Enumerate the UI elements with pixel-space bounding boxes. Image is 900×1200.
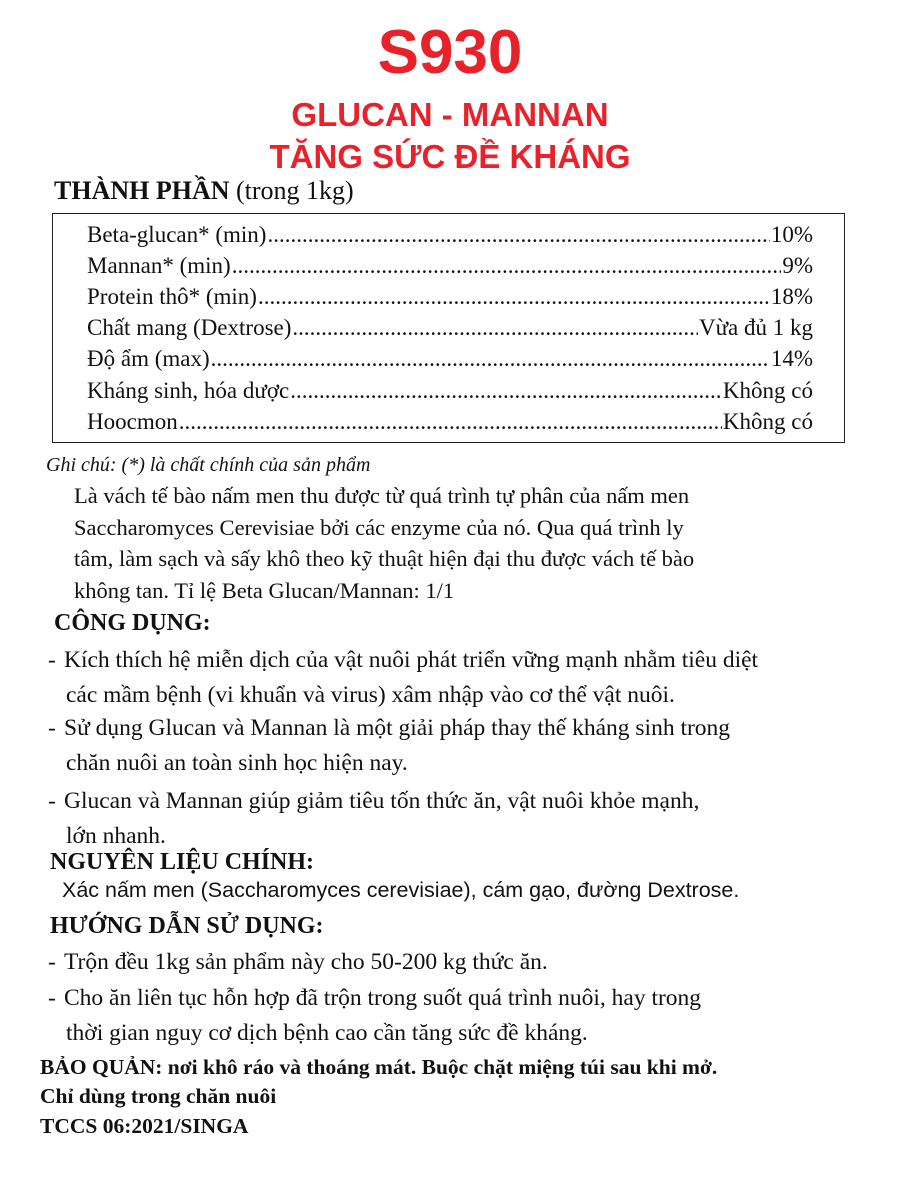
leader-dots [290,378,722,404]
composition-title-bold: THÀNH PHẦN [54,176,230,205]
composition-name: Độ ẩm (max) [87,346,210,371]
composition-row [87,378,813,410]
composition-row [87,253,813,285]
instructions-item [48,945,868,980]
composition-name: Kháng sinh, hóa dược [87,378,290,403]
storage-instructions: BẢO QUẢN: nơi khô ráo và thoáng mát. Buộc chặt miệng túi sau khi mở. [40,1055,718,1079]
product-subtitle-2: TĂNG SỨC ĐỀ KHÁNG [269,138,631,175]
composition-title [54,176,354,206]
uses-item [48,643,868,713]
uses-item [48,711,868,781]
composition-row [87,346,813,378]
bullet-dash: - [48,949,56,975]
uses-item-line: Sử dụng Glucan và Mannan là một giải pháp thay thế kháng sinh trong [64,715,731,741]
instructions-item [48,981,868,1051]
composition-title-rest: (trong 1kg) [229,176,354,205]
composition-value: Không có [722,409,813,434]
leader-dots [267,222,769,248]
product-code: S930 [377,18,523,87]
product-subtitle-1: GLUCAN - MANNAN [291,96,609,133]
bullet-dash: - [48,647,56,673]
instructions-item-line: Trộn đều 1kg sản phẩm này cho 50-200 kg thức ăn. [64,949,548,975]
instructions-title: HƯỚNG DẪN SỬ DỤNG: [50,913,324,939]
description-line: Là vách tế bào nấm men thu được từ quá trình tự phân của nấm men [74,483,690,508]
leader-dots [232,253,782,279]
composition-table [52,213,845,443]
usage-note: Chỉ dùng trong chăn nuôi [40,1084,277,1108]
description-line: tâm, làm sạch và sấy khô theo kỹ thuật hiện đại thu được vách tế bào [74,546,695,571]
ingredients-title: NGUYÊN LIỆU CHÍNH: [50,849,315,875]
product-description [74,480,854,606]
bullet-dash: - [48,985,56,1011]
composition-value: 18% [770,284,813,309]
uses-item-line: Glucan và Mannan giúp giảm tiêu tốn thức ăn, vật nuôi khỏe mạnh, [64,788,700,814]
composition-name: Beta-glucan* (min) [87,222,267,247]
composition-note: Ghi chú: (*) là chất chính của sản phẩm [46,454,371,476]
bullet-dash: - [48,788,56,814]
composition-value: Vừa đủ 1 kg [698,315,813,340]
composition-value: Không có [722,378,813,403]
composition-name: Protein thô* (min) [87,284,257,309]
standard-code: TCCS 06:2021/SINGA [40,1114,249,1138]
ingredients-text: Xác nấm men (Saccharomyces cerevisiae), cám gạo, đường Dextrose. [62,878,740,902]
description-line: Saccharomyces Cerevisiae bởi các enzyme của nó. Qua quá trình ly [74,514,684,540]
uses-item-line: lớn nhanh. [66,823,166,849]
uses-item-line: các mầm bệnh (vi khuẩn và virus) xâm nhập vào cơ thể vật nuôi. [66,682,675,708]
composition-row [87,222,813,254]
leader-dots [258,284,770,310]
composition-value: 14% [770,346,813,371]
leader-dots [179,409,722,435]
composition-row [87,315,813,347]
uses-item [48,784,868,854]
uses-item-line: chăn nuôi an toàn sinh học hiện nay. [66,750,408,776]
composition-value: 9% [782,253,813,278]
instructions-item-line: Cho ăn liên tục hỗn hợp đã trộn trong suốt quá trình nuôi, hay trong [64,985,702,1011]
composition-value: 10% [770,222,813,247]
composition-row [87,409,813,441]
composition-name: Hoocmon [87,409,178,434]
composition-row [87,284,813,316]
composition-name: Mannan* (min) [87,253,231,278]
uses-title: CÔNG DỤNG: [54,610,211,636]
instructions-item-line: thời gian nguy cơ dịch bệnh cao cần tăng sức đề kháng. [66,1020,588,1046]
leader-dots [211,346,770,372]
bullet-dash: - [48,715,56,741]
leader-dots [292,315,698,341]
description-line: không tan. Tỉ lệ Beta Glucan/Mannan: 1/1 [74,577,455,603]
composition-name: Chất mang (Dextrose) [87,315,292,340]
uses-item-line: Kích thích hệ miễn dịch của vật nuôi phát triển vững mạnh nhằm tiêu diệt [64,647,759,673]
